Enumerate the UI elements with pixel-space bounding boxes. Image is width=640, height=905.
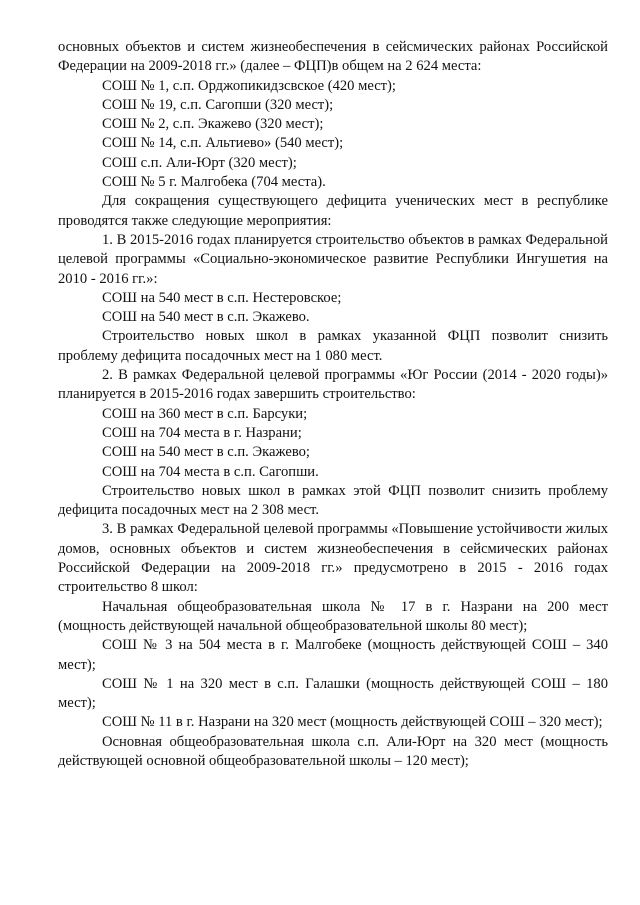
paragraph: Начальная общеобразовательная школа № 17 в г. Назрани на 200 мест (мощность действующей начальной общеобразовательной школы 80 мест); [58,598,608,634]
paragraph: Строительство новых школ в рамках указанной ФЦП позволит снизить проблему дефицита посадочных мест на 1 080 мест. [58,328,608,364]
list-item: СОШ № 5 г. Малгобека (704 места). [102,174,326,191]
list-item: СОШ № 14, с.п. Альтиево» (540 мест); [102,135,344,152]
paragraph: СОШ № 3 на 504 места в г. Малгобеке (мощность действующей СОШ – 340 мест); [58,637,608,673]
document-body [58,38,608,771]
list-item: СОШ с.п. Али-Юрт (320 мест); [102,154,297,171]
paragraph: 1. В 2015-2016 годах планируется строительство объектов в рамках Федеральной целевой программы «Социально-экономическое развитие Республики Ингушетия на 2010 - 2016 гг.»: [58,231,608,287]
list-item: СОШ на 704 места в с.п. Сагопши. [102,463,319,480]
paragraph: СОШ № 11 в г. Назрани на 320 мест (мощность действующей СОШ – 320 мест); [102,714,603,731]
paragraph: СОШ № 1 на 320 мест в с.п. Галашки (мощность действующей СОШ – 180 мест); [58,675,608,712]
paragraph: Строительство новых школ в рамках этой ФЦП позволит снизить проблему дефицита посадочных мест на 2 308 мест. [58,482,608,519]
paragraph: 2. В рамках Федеральной целевой программы «Юг России (2014 - 2020 годы)» планируется в 2015-2016 годах завершить строительство: [58,367,608,403]
paragraph: Для сокращения существующего дефицита ученических мест в республике проводятся также следующие мероприятия: [58,193,608,229]
paragraph: 3. В рамках Федеральной целевой программы «Повышение устойчивости жилых домов, основных объектов и систем жизнеобеспечения в сейсмических районах Российской Федерации на 2009-2018 гг.» предусмотрено в 2015 - 2016 годах строительство 8 школ: [58,521,608,596]
list-item: СОШ № 19, с.п. Сагопши (320 мест); [102,96,334,113]
list-item: СОШ № 2, с.п. Экажево (320 мест); [102,116,324,133]
list-item: СОШ на 360 мест в с.п. Барсуки; [102,405,308,422]
list-item: СОШ на 704 места в г. Назрани; [102,424,302,441]
paragraph: основных объектов и систем жизнеобеспечения в сейсмических районах Российской Федерации на 2009-2018 гг.» (далее – ФЦП)в общем на 2 624 места: [58,39,608,75]
paragraph: Основная общеобразовательная школа с.п. Али-Юрт на 320 мест (мощность действующей основной общеобразовательной школы – 120 мест); [58,733,608,769]
list-item: СОШ на 540 мест в с.п. Нестеровское; [102,289,342,306]
list-item: СОШ на 540 мест в с.п. Экажево; [102,444,310,461]
list-item: СОШ на 540 мест в с.п. Экажево. [102,309,310,326]
list-item: СОШ № 1, с.п. Орджопикидзсвское (420 мест); [102,77,396,94]
